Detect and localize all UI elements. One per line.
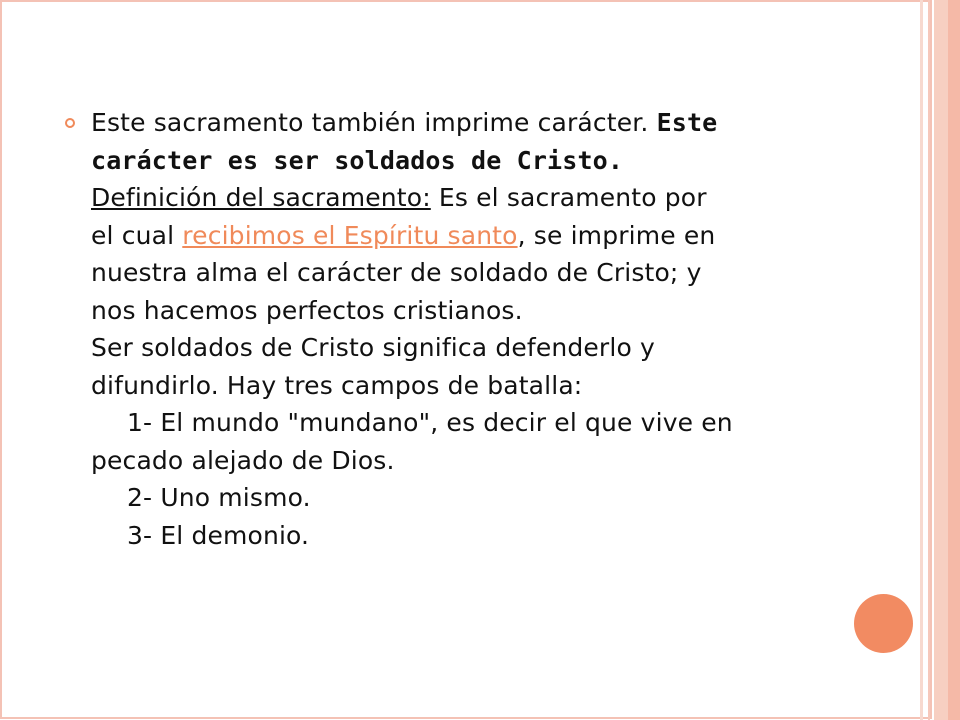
right-decorative-stripe [928, 0, 930, 720]
text-line: difundirlo. Hay tres campos de batalla: [91, 370, 583, 400]
slide-content [91, 104, 851, 554]
text-line: Ser soldados de Cristo significa defenderlo y [91, 333, 655, 362]
link-prefix: el cual [91, 220, 183, 250]
espiritu-santo-link[interactable]: recibimos el Espíritu santo [182, 220, 518, 250]
text-line [91, 104, 851, 142]
battlefield-item-3 [91, 517, 851, 555]
text-line: pecado alejado de Dios. [91, 445, 395, 475]
text-bold-line: carácter es ser soldados de Cristo. [91, 145, 624, 175]
battlefield-text: 3- El demonio. [127, 520, 310, 550]
definition-line [91, 179, 851, 217]
link-line [91, 217, 851, 255]
definition-text: Es el sacramento por [430, 183, 707, 212]
battlefield-item-1 [91, 404, 851, 442]
text-bold: Este [656, 108, 718, 137]
link-suffix: , se imprime en [517, 220, 716, 250]
battlefield-text: 2- Uno mismo. [127, 483, 311, 512]
text-line: nuestra alma el carácter de soldado de Cristo; y [91, 258, 702, 287]
right-decorative-stripe [934, 0, 948, 720]
definition-heading: Definición del sacramento: [91, 183, 431, 212]
right-decorative-stripe [948, 0, 960, 720]
battlefield-text: 1- El mundo "mundano", es decir el que vive en [127, 408, 733, 437]
orange-circle-decoration [854, 594, 913, 653]
text-plain: Este sacramento también imprime carácter. [91, 108, 649, 137]
bullet-icon [65, 118, 75, 128]
right-decorative-stripe [920, 0, 923, 720]
battlefield-item-2 [91, 479, 851, 517]
text-line: nos hacemos perfectos cristianos. [91, 295, 523, 325]
